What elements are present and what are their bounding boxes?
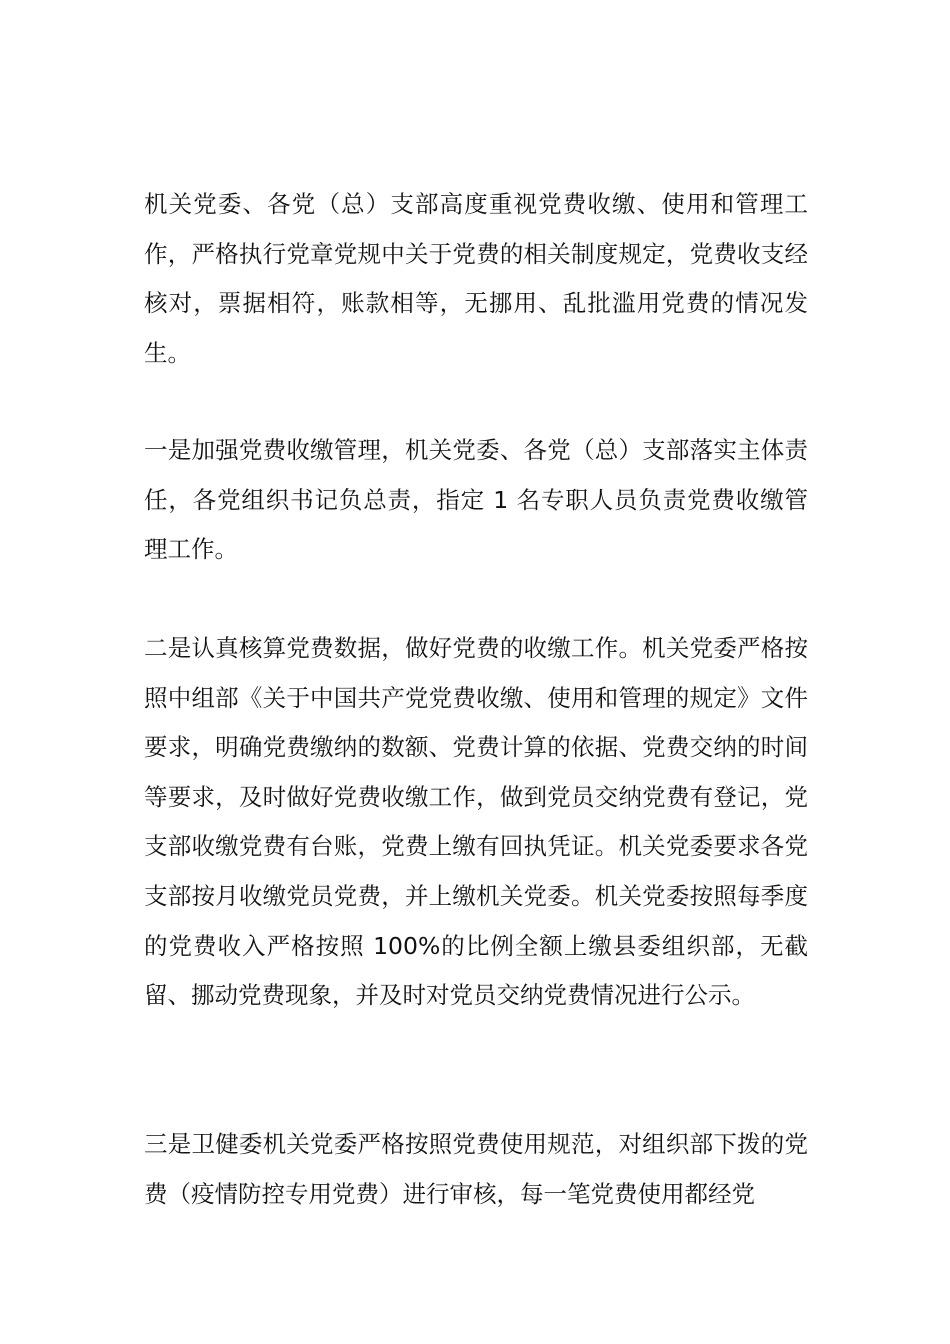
paragraph-overview: 机关党委、各党（总）支部高度重视党费收缴、使用和管理工作，严格执行党章党规中关于党费的相关制度规定，党费收支经核对，票据相符，账款相等，无挪用、乱批滥用党费的情况发生。 bbox=[144, 190, 808, 367]
paragraph-item-two: 二是认真核算党费数据，做好党费的收缴工作。机关党委严格按照中组部《关于中国共产党党费收缴、使用和管理的规定》文件要求，明确党费缴纳的数额、党费计算的依据、党费交纳的时间等要求，及时做好党费收缴工作，做到党员交纳党费有登记，党支部收缴党费有台账，党费上缴有回执凭证。机关党委要求各党支部按月收缴党员党费，并上缴机关党委。机关党委按照每季度的党费收入严格按照 100%的比例全额上缴县委组织部，无截留、挪动党费现象，并及时对党员交纳党费情况进行公示。 bbox=[144, 634, 808, 1010]
paragraph-item-three: 三是卫健委机关党委严格按照党费使用规范，对组织部下拨的党费（疫情防控专用党费）进行审核，每一笔党费使用都经党 bbox=[144, 1130, 808, 1208]
paragraph-item-one: 一是加强党费收缴管理，机关党委、各党（总）支部落实主体责任，各党组织书记负总责，指定 1 名专职人员负责党费收缴管理工作。 bbox=[144, 436, 808, 564]
